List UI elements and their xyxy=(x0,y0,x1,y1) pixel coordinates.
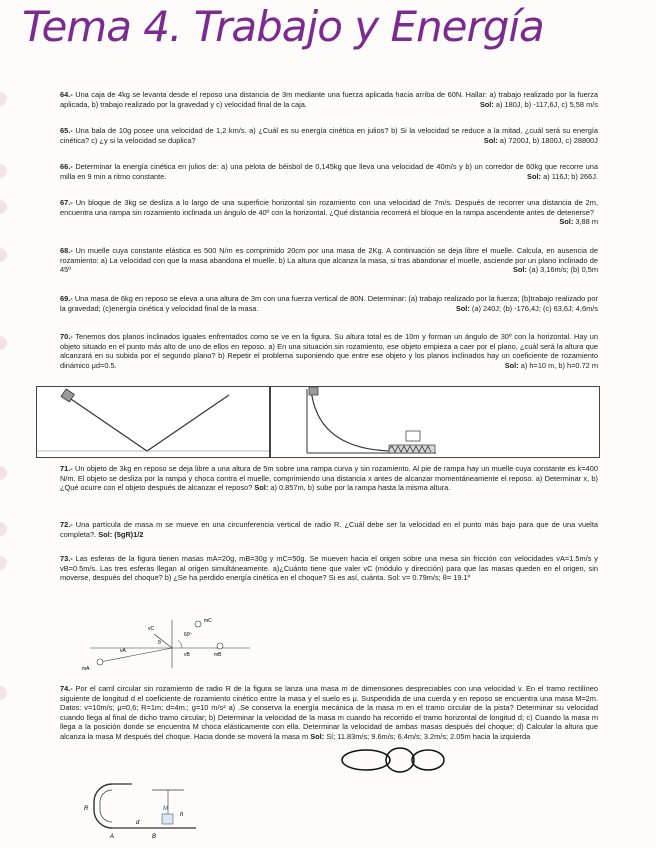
label-h: h xyxy=(180,812,184,818)
circular-track-inner xyxy=(100,790,112,822)
solution-answer: Sí; 11.83m/s; 9.6m/s; 6.4m/s; 3.2m/s; 2.05m hacia la izquierda xyxy=(326,731,531,741)
label-M: M xyxy=(163,806,168,812)
label-mC: mC xyxy=(204,618,212,624)
problem-number: 64.- xyxy=(60,90,73,99)
label-B: B xyxy=(152,834,157,840)
problem-number: 69.- xyxy=(60,294,73,303)
label-d: d xyxy=(136,820,140,826)
figure-70-inclined-planes xyxy=(36,386,270,458)
label-vB: vB xyxy=(184,652,190,658)
problem-text: Determinar la energía cinética en julios de: a) una pelota de béisbol de 0,145kg que lleva una velocidad de 40m/s y b) un corredor de 60kg que recorre una milla en 9 min a ritmo constante. xyxy=(60,162,598,181)
block-on-ramp xyxy=(309,387,318,395)
vc-arrow xyxy=(154,634,172,648)
inclined-planes-outline xyxy=(65,395,229,451)
sphere-c xyxy=(195,621,201,627)
problem-number: 67.- xyxy=(60,198,73,207)
circle-annotation xyxy=(342,750,390,770)
problem-69 xyxy=(60,294,598,313)
problem-text: Un muelle cuya constante elástica es 500 N/m es comprimido 20cm por una masa de 2Kg. A continuación se deja libre el muelle. Calcula, en ausencia de rozamiento: a) La velocidad con que la masa abandona el muelle. b) La altura que alcanza la masa, si tras abandonar el muelle, asciende por un plano inclinado de 45º xyxy=(60,246,598,275)
problem-number: 73.- xyxy=(60,554,73,563)
solution-label: Sol: xyxy=(387,573,401,583)
problem-text: Un objeto de 3kg en reposo se deja libre a una altura de 5m sobre una rampa curva y sin rozamiento. Al pie de rampa hay un muelle cuya constante es k=400 N/m. El objeto se desliza por la rampa y choca contra el muelle, comprimiendo una distancia x antes de alcanzar momentáneamente el reposo. a) Determinar x, b) ¿Qué ocurre con el objeto después de alcanzar el reposo? xyxy=(60,464,598,493)
problem-number: 72.- xyxy=(60,520,73,529)
problem-number: 71.- xyxy=(60,464,73,473)
problem-72 xyxy=(60,520,598,539)
margin-dot xyxy=(0,336,7,350)
sphere-b xyxy=(217,643,223,649)
solution: Sol: a) 7200J, b) 1800J, c) 28800J xyxy=(483,135,598,145)
problem-65 xyxy=(60,126,598,145)
label-vC: vC xyxy=(148,626,155,632)
label-R: R xyxy=(84,806,89,812)
problem-text: Una masa de 6kg en reposo se eleva a una altura de 3m con una fuerza vertical de 80N. Determinar: (a) trabajo realizado por la fuerza; (b)trabajo realizado por la gravedad; (c)energía cinética y velocidad final de la masa. xyxy=(60,294,598,313)
label-vA: vA xyxy=(120,648,126,654)
problem-number: 70.- xyxy=(60,332,73,341)
label-mA: mA xyxy=(82,666,90,672)
spring-plate xyxy=(406,431,420,441)
page-title: Tema 4. Trabajo y Energía xyxy=(22,2,544,51)
problem-text: Las esferas de la figura tienen masas mA=20g, mB=30g y mC=50g. Se mueven hacia el origen sobre una mesa sin fricción con velocidades vA=1.5m/s y vB=0.5m/s. Las tres esferas llegan al origen simultáneamente. a)¿Cuánto tiene que valer vC (módulo y dirección) para que las masas queden en el origen, sin moverse, después del choque? b) ¿Se ha perdido energía cinética en el choque? Si es así, cuánta. xyxy=(60,554,598,583)
label-A: A xyxy=(110,834,115,840)
solution: Sol: xyxy=(310,731,325,741)
solution: Sol: a) 180J, b) -117,6J, c) 5,58 m/s xyxy=(479,99,598,109)
solution: Sol: (5gR)1/2 xyxy=(98,529,144,539)
problem-number: 66.- xyxy=(60,162,73,171)
margin-dot xyxy=(0,556,7,570)
curved-ramp xyxy=(311,389,391,451)
problem-text: Por el carril circular sin rozamiento de radio R de la figura se lanza una masa m de dimensiones despreciables con una velocidad v. En el tramo rectilíneo siguiente de longitud d el coeficiente de rozamiento cinético entre la masa y el suelo es μ. Suspendida de una cuerda y en reposo se encuentra una masa M=2m. Datos: v=10m/s; μ=0,6; R=1m; d=4m.; g=10 m/s² a) .Se conserva la energía mecánica de la masa m en el tramo circular de la pista? Determinar su velocidad cuando llega al final de dicho tramo circular; b) Determinar la velocidad de la masa m cuando ha recorrido el tramo horizontal de longitud d; c) Cuando la masa m llega a la posición donde se encuentra M choca elásticamente con ella. Determinar la velocidad de ambas masas después del choque; d) Calcular la altura que alcanza la masa M después del choque. Hacia donde se moverá la masa m xyxy=(60,684,598,741)
margin-dot xyxy=(0,164,7,178)
problem-text: Una caja de 4kg se levanta desde el reposo una distancia de 3m mediante una fuerza aplicada hacia arriba de 60N. Hallar: a) trabajo realizado por la fuerza aplicada, b) trabajo realizado por la gravedad y c) velocidad final de la caja. xyxy=(60,90,599,109)
margin-dot xyxy=(0,466,7,480)
label-angle-60: 60º xyxy=(184,632,192,638)
mass-M xyxy=(162,814,173,824)
margin-dot xyxy=(0,686,7,700)
problem-73 xyxy=(60,554,598,583)
problem-64 xyxy=(60,90,598,109)
sphere-a-path xyxy=(100,648,172,662)
margin-dot xyxy=(0,522,7,536)
solution: Sol: a) h=10 m, b) h=0.72 m xyxy=(504,360,598,370)
label-mB: mB xyxy=(214,652,222,658)
problem-71 xyxy=(60,464,598,493)
problem-74 xyxy=(60,684,598,742)
problem-70 xyxy=(60,332,598,370)
figure-71-curved-ramp xyxy=(270,386,600,458)
margin-dot xyxy=(0,200,7,214)
margin-dot xyxy=(0,92,7,106)
sphere-a xyxy=(97,659,103,665)
problem-number: 74.- xyxy=(60,684,73,693)
problem-67 xyxy=(60,198,598,227)
figure-73-spheres xyxy=(80,612,260,674)
solution: Sol: a) 116J; b) 266J. xyxy=(527,171,598,181)
solution: Sol: 3,88 m xyxy=(559,217,598,227)
label-theta: θ xyxy=(158,640,161,646)
solution: Sol: (a) 240J; (b) -176,4J; (c) 63,6J; 4,6m/s xyxy=(455,303,598,313)
angle-arc xyxy=(178,640,182,648)
problem-text: Tenemos dos planos inclinados iguales enfrentados como se ve en la figura. Su altura total es de 10m y forman un ángulo de 30º con la horizontal. Hay un objeto situado en el punto más alto de uno de ellos en reposo. a) En una situación sin rozamiento, ese objeto empieza a caer por el plano, ¿cuál será la altura que alcanzará en su subida por el segundo plano? b) Repetir el problema suponiendo que entre ese objeto y los planos inclinados hay un coeficiente de rozamiento dinámico μd=0.5. xyxy=(60,332,599,370)
problem-text: Un bloque de 3kg se desliza a lo largo de una superficie horizontal sin rozamiento con una velocidad de 7m/s. Después de recorrer una distancia de 2m, encuentra una rampa sin rozamiento inclinada un ángulo de 40º con la horizontal. ¿Qué distancia recorrerá el bloque en la rampa ascendente antes de detenerse? xyxy=(60,198,598,217)
solution: Sol: xyxy=(254,483,269,493)
problem-68 xyxy=(60,246,598,275)
margin-dot xyxy=(0,248,7,262)
problem-number: 68.- xyxy=(60,246,73,255)
solution: Sol: (a) 3,16m/s; (b) 0,5m xyxy=(512,265,598,275)
problem-text: Una bala de 10g posee una velocidad de 1,2 km/s. a) ¿Cuál es su energía cinética en julios? b) Si la velocidad se reduce a la mitad, ¿cuál será su energía cinética? c) ¿y si la velocidad se duplica? xyxy=(60,126,598,145)
solution-answer: a) 0.857m, b) sube por la rampa hasta la misma altura. xyxy=(270,483,451,493)
circle-annotation xyxy=(412,750,444,770)
handwritten-circles xyxy=(330,740,470,780)
problem-66 xyxy=(60,162,598,181)
figure-74-circular-track xyxy=(72,776,212,842)
problem-text: Una partícula de masa m se mueve en una circunferencia vertical de radio R. ¿Cuál debe ser la velocidad en el punto más bajo para que de una vuelta completa?. xyxy=(60,520,598,539)
solution-answer: v= 0.79m/s; θ= 19.1º xyxy=(402,573,471,583)
problem-number: 65.- xyxy=(60,126,73,135)
